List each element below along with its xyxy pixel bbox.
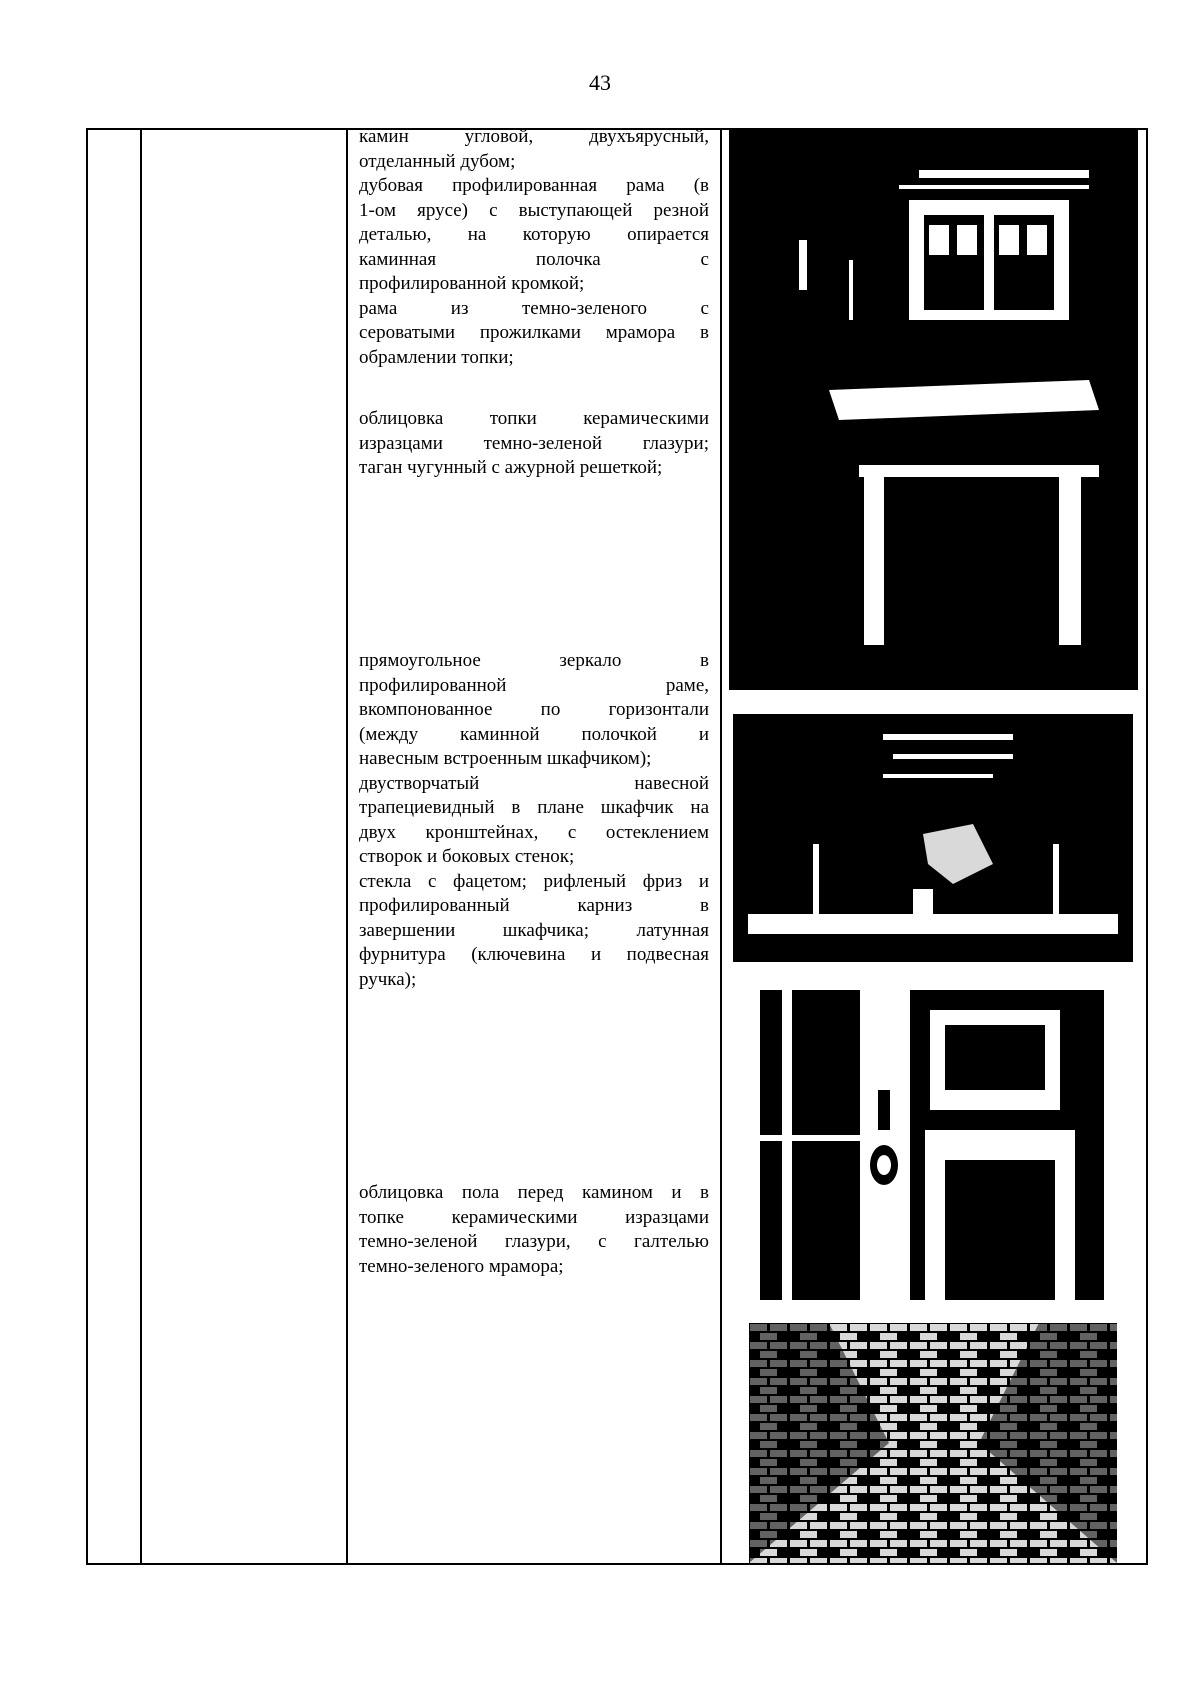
text-line: отделанный дубом; [359,150,516,172]
text-line: изразцами темно-зеленой глазури; [359,432,709,454]
description-mirror-cabinet [359,649,709,992]
description-column [350,126,709,1563]
text-line: камин угловой, двухъярусный, [359,126,709,147]
description-firebox-lining [359,407,709,481]
column-divider-1 [140,130,142,1563]
text-line: рама из темно-зеленого с [359,297,709,319]
text-line: таган чугунный с ажурной решеткой; [359,457,663,478]
text-line: завершении шкафчика; латунная [359,919,709,941]
text-line: профилированной раме, [359,674,709,696]
text-line: трапециевидный в плане шкафчик на [359,797,709,818]
page-number: 43 [589,70,611,95]
text-line: створок и боковых стенок; [359,846,575,867]
text-line: двустворчатый навесной [359,772,709,794]
text-line: каминная полочка с [359,248,709,270]
text-line: навесным встроенным шкафчиком); [359,748,652,769]
text-line: топке керамическими изразцами [359,1206,709,1228]
text-line: облицовка топки керамическими [359,408,709,429]
floor-tiles-photo [749,1323,1117,1563]
text-line: профилированный карниз в [359,895,709,916]
text-line: ручка); [359,968,417,990]
column-divider-2 [346,130,348,1563]
cabinet-detail-photo [760,990,1104,1300]
text-line: деталью, на которую опирается [359,224,709,245]
text-line: прямоугольное зеркало в [359,650,709,671]
text-line: профилированной кромкой; [359,273,585,294]
description-floor-lining [359,1181,709,1279]
text-line: двух кронштейнах, с остеклением [359,821,709,843]
text-line: (между каминной полочкой и [359,723,709,745]
text-line: фурнитура (ключевина и подвесная [359,944,709,965]
document-table [86,128,1148,1565]
text-line: дубовая профилированная рама (в [359,175,709,196]
column-divider-3 [720,130,722,1563]
text-line: вкомпонованное по горизонтали [359,699,709,720]
text-line: обрамлении топки; [359,346,514,368]
description-fireplace [359,125,709,370]
fireplace-photo [729,130,1138,690]
mirror-photo [733,714,1133,962]
text-line: темно-зеленой глазури, с галтелью [359,1231,709,1252]
text-line: темно-зеленого мрамора; [359,1255,564,1277]
text-line: облицовка пола перед камином и в [359,1182,709,1203]
text-line: стекла с фацетом; рифленый фриз и [359,870,709,892]
text-line: сероватыми прожилками мрамора в [359,322,709,343]
text-line: 1-ом ярусе) с выступающей резной [359,199,709,221]
